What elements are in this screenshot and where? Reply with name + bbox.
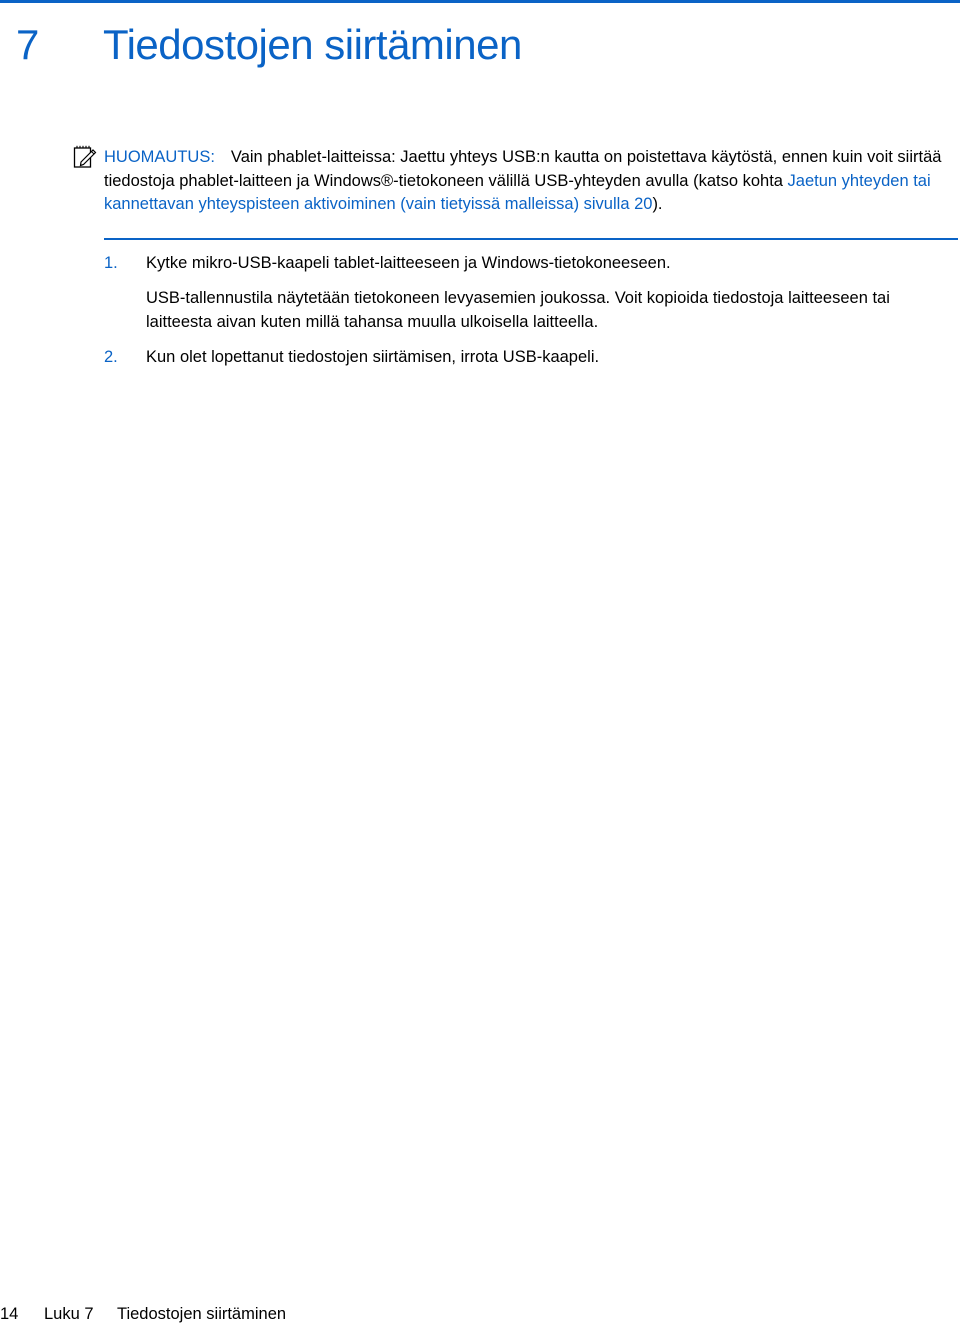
step-text: Kytke mikro-USB-kaapeli tablet-laitteeseen ja Windows-tietokoneeseen. [146,254,671,272]
note-cross-reference-link[interactable]: Jaetun yhteyden tai kannettavan yhteyspisteen aktivoiminen (vain tietyissä malleissa) sivulla 20 [104,171,931,213]
chapter-number: 7 [16,21,39,68]
page-footer [0,1303,960,1325]
footer-chapter-label: Luku 7 [44,1305,94,1323]
note-block [104,146,944,217]
step-number: 1. [104,254,118,272]
page-number: 14 [0,1305,19,1323]
note-text: Vain phablet-laitteissa: Jaettu yhteys USB:n kautta on poistettava käytöstä, ennen kuin voit siirtää tiedostoja phablet-laitteen ja Windows®-tietokoneen välillä USB-yhteyden avulla (katso kohta [104,148,942,190]
step-text: Kun olet lopettanut tiedostojen siirtämisen, irrota USB-kaapeli. [146,348,600,366]
note-label: HUOMAUTUS: [104,148,215,166]
step-detail: USB-tallennustila näytetään tietokoneen levyasemien joukossa. Voit kopioida tiedostoja laitteeseen tai laitteesta aivan kuten millä tahansa muulla ulkoisella laitteella. [146,289,890,331]
list-item [104,252,944,276]
list-item [104,346,944,370]
footer-chapter-title: Tiedostojen siirtäminen [117,1305,287,1323]
step-number: 2. [104,348,118,366]
chapter-heading [0,0,960,68]
note-divider [104,238,958,240]
chapter-title: Tiedostojen siirtäminen [103,21,522,68]
note-text-end: ). [652,195,663,213]
note-pencil-icon [73,145,97,169]
